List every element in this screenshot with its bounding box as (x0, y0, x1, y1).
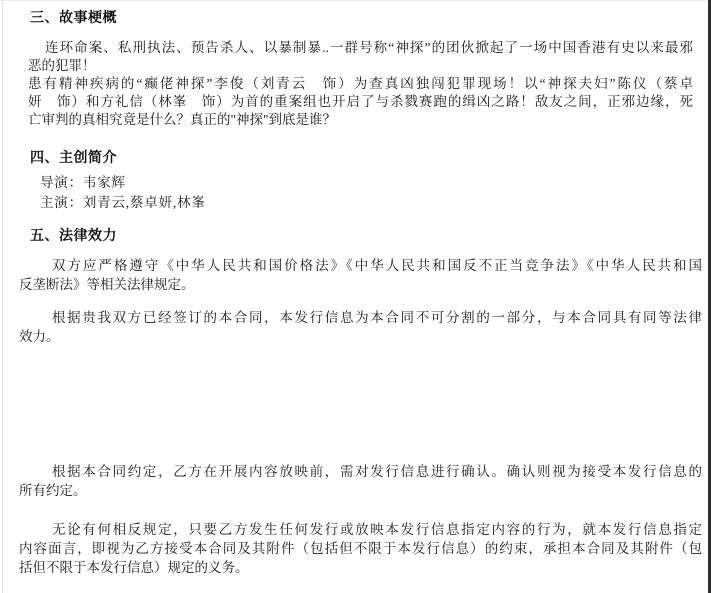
story-line-5: 亡审判的真相究竟是什么？真正的"神探"到底是谁？ (28, 112, 337, 127)
story-line-4: 妍 饰）和方礼信（林峯 饰）为首的重案组也开启了与杀戮赛跑的缉凶之路！敌友之间，正邪边缘，死 (28, 94, 693, 109)
director-line: 导演：韦家辉 (40, 175, 126, 190)
section-heading-legal: 五、法律效力 (30, 227, 117, 243)
story-line-2: 恶的犯罪！ (28, 58, 96, 73)
section-heading-story: 三、故事梗概 (30, 9, 117, 25)
legal-p3-line-1: 根据本合同约定，乙方在开展内容放映前，需对发行信息进行确认。确认则视为接受本发行信息的 (52, 464, 702, 479)
legal-p4-line-2: 内容面言，即视为乙方接受本合同及其附件（包括但不限于本发行信息）的约束，承担本合同及其附件（包 (19, 541, 702, 556)
story-synopsis-block (28, 39, 693, 129)
legal-paragraph-2 (19, 308, 702, 346)
legal-paragraph-1 (19, 256, 702, 294)
legal-p1-line-2: 反垄断法》等相关法律规定。 (19, 277, 195, 292)
legal-p4-line-3: 括但不限于本发行信息）规定的义务。 (19, 560, 249, 575)
credits-block (40, 173, 206, 213)
legal-p1-line-1: 双方应严格遵守《中华人民共和国价格法》《中华人民共和国反不正当竞争法》《中华人民共和国 (52, 258, 702, 273)
legal-p2-line-1: 根据贵我双方已经签订的本合同，本发行信息为本合同不可分割的一部分，与本合同具有同等法律 (52, 310, 702, 325)
legal-p2-line-2: 效力。 (19, 329, 60, 344)
legal-p4-line-1: 无论有何相反规定，只要乙方发生任何发行或放映本发行信息指定内容的行为，就本发行信息指定 (52, 522, 702, 537)
legal-paragraph-4 (19, 520, 702, 577)
legal-paragraph-3 (19, 462, 702, 500)
story-line-1: 连环命案、私刑执法、预告杀人、以暴制暴..一群号称“神探”的团伙掀起了一场中国香港有史以来最邪 (45, 40, 693, 55)
legal-p3-line-2: 所有约定。 (19, 483, 87, 498)
page-top-edge (0, 0, 711, 1)
story-line-3: 患有精神疾病的“癫佬神探”李俊（刘青云 饰）为查真凶独闯犯罪现场！以“神探夫妇”陈仪（蔡卓 (28, 76, 693, 91)
starring-line: 主演：刘青云,蔡卓妍,林峯 (40, 195, 206, 210)
page-left-edge (2, 0, 3, 593)
section-heading-cast: 四、主创简介 (30, 149, 117, 165)
